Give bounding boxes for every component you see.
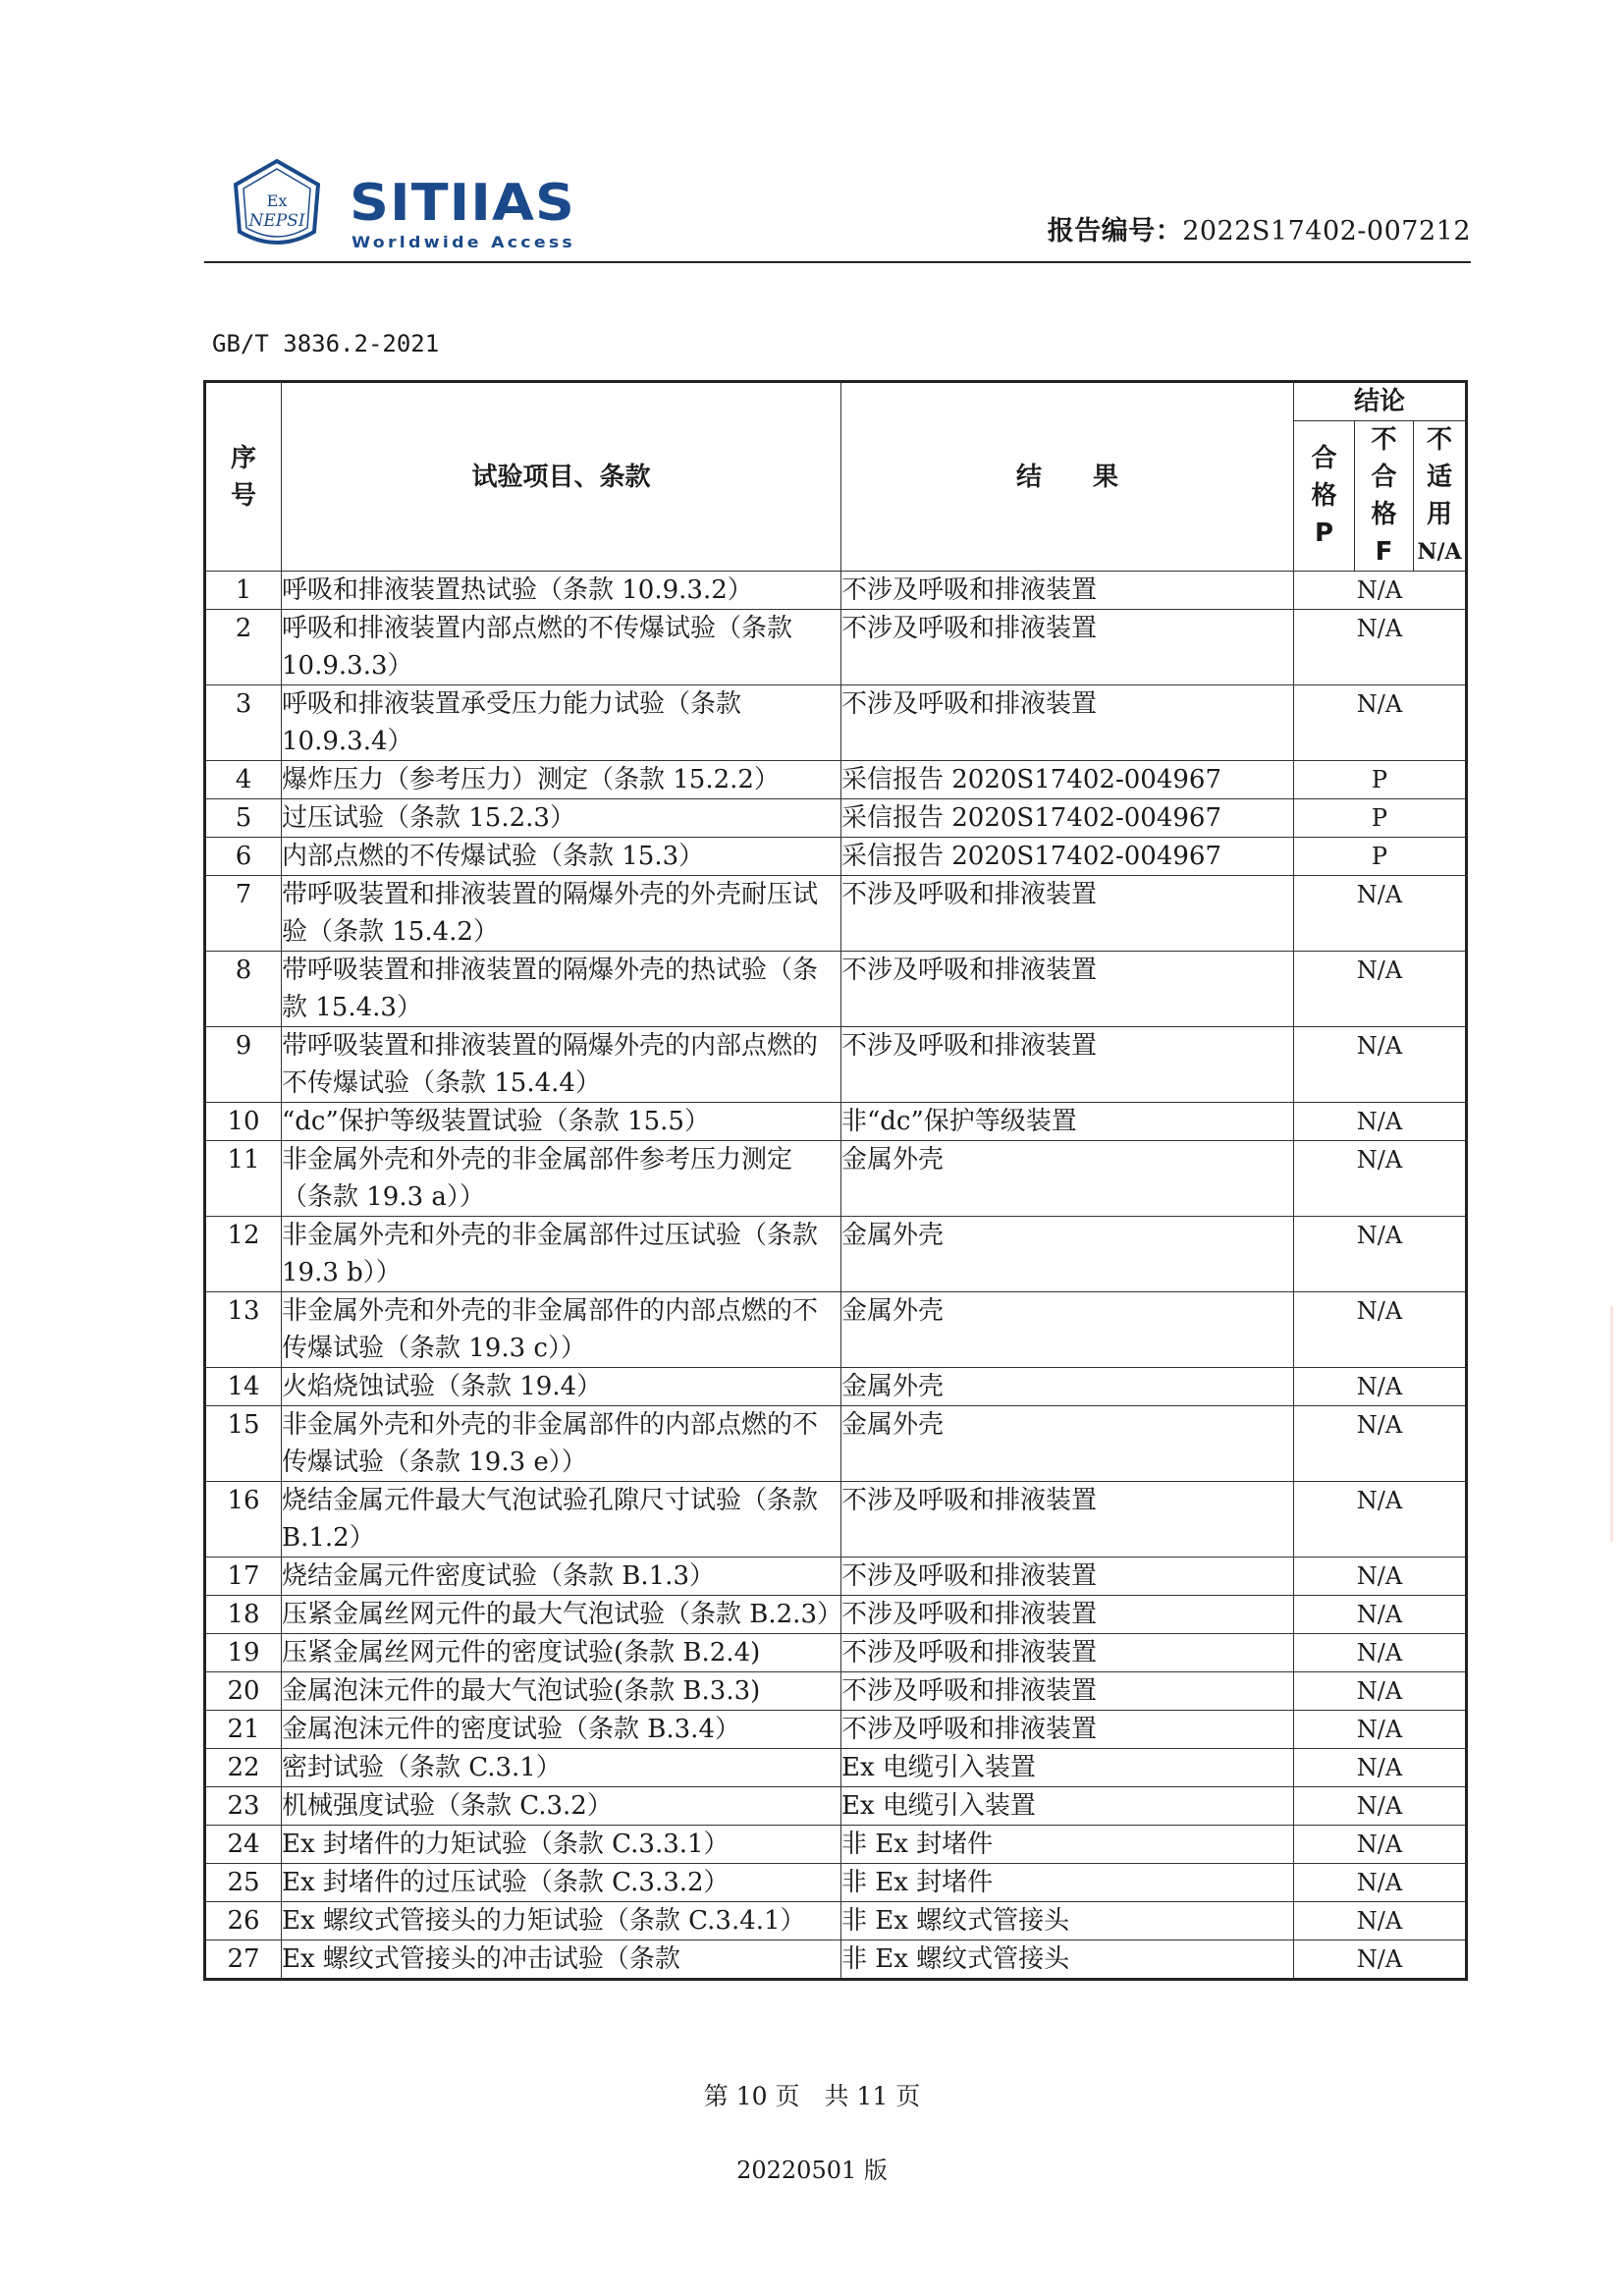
row-test-item: 非金属外壳和外壳的非金属部件参考压力测定（条款 19.3 a）） — [282, 1141, 841, 1217]
table-row — [205, 1141, 1467, 1217]
row-test-item: 机械强度试验（条款 C.3.2） — [282, 1787, 841, 1826]
table-row — [205, 1826, 1467, 1864]
row-number: 23 — [205, 1787, 282, 1826]
table-row — [205, 1292, 1467, 1368]
table-row — [205, 1482, 1467, 1558]
row-number: 16 — [205, 1482, 282, 1558]
logo-tagline-text: Worldwide Access — [352, 233, 575, 251]
row-number: 2 — [205, 610, 282, 685]
row-result: 不涉及呼吸和排液装置 — [841, 1482, 1294, 1558]
row-result: 金属外壳 — [841, 1141, 1294, 1217]
table-row — [205, 1406, 1467, 1482]
table-row — [205, 952, 1467, 1027]
table-row — [205, 1596, 1467, 1634]
row-conclusion: N/A — [1294, 1482, 1467, 1558]
row-result: 采信报告 2020S17402-004967 — [841, 799, 1294, 838]
row-test-item: 非金属外壳和外壳的非金属部件过压试验（条款 19.3 b）） — [282, 1217, 841, 1292]
row-number: 5 — [205, 799, 282, 838]
logo-ex-text: Ex — [266, 191, 288, 210]
row-test-item: 非金属外壳和外壳的非金属部件的内部点燃的不传爆试验（条款 19.3 e）） — [282, 1406, 841, 1482]
row-conclusion: N/A — [1294, 1217, 1467, 1292]
report-number-label: 报告编号： — [1047, 216, 1183, 246]
row-test-item: 金属泡沫元件的密度试验（条款 B.3.4） — [282, 1711, 841, 1749]
row-number: 17 — [205, 1558, 282, 1596]
row-conclusion: N/A — [1294, 1902, 1467, 1941]
row-test-item: “dc”保护等级装置试验（条款 15.5） — [282, 1103, 841, 1141]
standard-code: GB/T 3836.2-2021 — [212, 330, 440, 357]
row-result: 不涉及呼吸和排液装置 — [841, 1027, 1294, 1103]
table-row — [205, 838, 1467, 876]
row-conclusion: N/A — [1294, 1826, 1467, 1864]
row-test-item: 带呼吸装置和排液装置的隔爆外壳的外壳耐压试验（条款 15.4.2） — [282, 876, 841, 952]
row-result: 不涉及呼吸和排液装置 — [841, 1558, 1294, 1596]
row-number: 1 — [205, 572, 282, 610]
row-conclusion: N/A — [1294, 1749, 1467, 1787]
row-number: 25 — [205, 1864, 282, 1902]
row-result: 不涉及呼吸和排液装置 — [841, 1672, 1294, 1711]
header-fail: 不合格F — [1355, 421, 1414, 572]
row-number: 15 — [205, 1406, 282, 1482]
row-number: 9 — [205, 1027, 282, 1103]
row-result: 非 Ex 封堵件 — [841, 1826, 1294, 1864]
row-result: 非“dc”保护等级装置 — [841, 1103, 1294, 1141]
row-conclusion: N/A — [1294, 1368, 1467, 1406]
logo-nepsi-text: NEPSI — [248, 211, 305, 231]
row-conclusion: N/A — [1294, 1634, 1467, 1672]
row-number: 3 — [205, 685, 282, 761]
row-conclusion: N/A — [1294, 610, 1467, 685]
row-number: 12 — [205, 1217, 282, 1292]
table-row — [205, 610, 1467, 685]
row-conclusion: N/A — [1294, 1406, 1467, 1482]
row-test-item: 爆炸压力（参考压力）测定（条款 15.2.2） — [282, 761, 841, 799]
row-conclusion: N/A — [1294, 1141, 1467, 1217]
row-number: 10 — [205, 1103, 282, 1141]
table-row — [205, 1217, 1467, 1292]
row-test-item: Ex 封堵件的过压试验（条款 C.3.3.2） — [282, 1864, 841, 1902]
row-conclusion: N/A — [1294, 1711, 1467, 1749]
version-label: 20220501 版 — [736, 2157, 888, 2184]
row-test-item: 呼吸和排液装置承受压力能力试验（条款 10.9.3.4） — [282, 685, 841, 761]
table-row — [205, 876, 1467, 952]
row-test-item: 密封试验（条款 C.3.1） — [282, 1749, 841, 1787]
row-result: 非 Ex 螺纹式管接头 — [841, 1941, 1294, 1980]
row-number: 7 — [205, 876, 282, 952]
row-conclusion: N/A — [1294, 1103, 1467, 1141]
table-row — [205, 761, 1467, 799]
row-conclusion: P — [1294, 838, 1467, 876]
header-conclusion: 结论 — [1294, 382, 1467, 421]
row-number: 19 — [205, 1634, 282, 1672]
row-conclusion: N/A — [1294, 1672, 1467, 1711]
row-test-item: 金属泡沫元件的最大气泡试验(条款 B.3.3) — [282, 1672, 841, 1711]
row-result: Ex 电缆引入装置 — [841, 1787, 1294, 1826]
table-row — [205, 1103, 1467, 1141]
row-test-item: 非金属外壳和外壳的非金属部件的内部点燃的不传爆试验（条款 19.3 c）） — [282, 1292, 841, 1368]
row-number: 11 — [205, 1141, 282, 1217]
row-conclusion: N/A — [1294, 876, 1467, 952]
row-conclusion: N/A — [1294, 1558, 1467, 1596]
row-test-item: 内部点燃的不传爆试验（条款 15.3） — [282, 838, 841, 876]
row-test-item: Ex 螺纹式管接头的力矩试验（条款 C.3.4.1） — [282, 1902, 841, 1941]
row-result: 非 Ex 螺纹式管接头 — [841, 1902, 1294, 1941]
row-test-item: 压紧金属丝网元件的密度试验(条款 B.2.4) — [282, 1634, 841, 1672]
row-test-item: 呼吸和排液装置热试验（条款 10.9.3.2） — [282, 572, 841, 610]
row-result: 不涉及呼吸和排液装置 — [841, 610, 1294, 685]
row-result: 金属外壳 — [841, 1292, 1294, 1368]
page-indicator: 第 10 页 共 11 页 — [703, 2082, 921, 2110]
table-row — [205, 1672, 1467, 1711]
table-row — [205, 572, 1467, 610]
table-row — [205, 1787, 1467, 1826]
table-row — [205, 1902, 1467, 1941]
header-not-applicable: 不适用 N/A — [1414, 421, 1467, 572]
row-number: 6 — [205, 838, 282, 876]
row-result: Ex 电缆引入装置 — [841, 1749, 1294, 1787]
report-number-value: 2022S17402-007212 — [1182, 216, 1471, 246]
report-number — [1048, 209, 1471, 247]
row-conclusion: N/A — [1294, 572, 1467, 610]
row-number: 13 — [205, 1292, 282, 1368]
row-conclusion: N/A — [1294, 685, 1467, 761]
row-conclusion: P — [1294, 799, 1467, 838]
table-row — [205, 1941, 1467, 1980]
header-divider — [204, 261, 1471, 263]
row-result: 不涉及呼吸和排液装置 — [841, 876, 1294, 952]
row-result: 采信报告 2020S17402-004967 — [841, 761, 1294, 799]
table-row — [205, 1027, 1467, 1103]
row-test-item: 呼吸和排液装置内部点燃的不传爆试验（条款 10.9.3.3） — [282, 610, 841, 685]
company-logo — [224, 155, 597, 253]
row-result: 不涉及呼吸和排液装置 — [841, 1634, 1294, 1672]
row-conclusion: N/A — [1294, 1864, 1467, 1902]
logo-brand-text: SITIIAS — [350, 174, 575, 233]
row-conclusion: N/A — [1294, 1787, 1467, 1826]
row-result: 非 Ex 封堵件 — [841, 1864, 1294, 1902]
table-row — [205, 1749, 1467, 1787]
table-row — [205, 685, 1467, 761]
row-test-item: 烧结金属元件密度试验（条款 B.1.3） — [282, 1558, 841, 1596]
row-conclusion: N/A — [1294, 1596, 1467, 1634]
row-result: 金属外壳 — [841, 1406, 1294, 1482]
row-result: 金属外壳 — [841, 1217, 1294, 1292]
row-test-item: 压紧金属丝网元件的最大气泡试验（条款 B.2.3） — [282, 1596, 841, 1634]
table-row — [205, 1368, 1467, 1406]
row-test-item: 带呼吸装置和排液装置的隔爆外壳的热试验（条款 15.4.3） — [282, 952, 841, 1027]
row-test-item: 带呼吸装置和排液装置的隔爆外壳的内部点燃的不传爆试验（条款 15.4.4） — [282, 1027, 841, 1103]
row-test-item: 火焰烧蚀试验（条款 19.4） — [282, 1368, 841, 1406]
row-result: 不涉及呼吸和排液装置 — [841, 685, 1294, 761]
row-conclusion: P — [1294, 761, 1467, 799]
row-conclusion: N/A — [1294, 1941, 1467, 1980]
row-conclusion: N/A — [1294, 1292, 1467, 1368]
test-results-table — [203, 380, 1468, 1981]
row-number: 20 — [205, 1672, 282, 1711]
table-row — [205, 1634, 1467, 1672]
row-number: 27 — [205, 1941, 282, 1980]
row-result: 不涉及呼吸和排液装置 — [841, 952, 1294, 1027]
row-result: 不涉及呼吸和排液装置 — [841, 1711, 1294, 1749]
table-row — [205, 1864, 1467, 1902]
row-number: 4 — [205, 761, 282, 799]
row-result: 采信报告 2020S17402-004967 — [841, 838, 1294, 876]
header-no: 序号 — [205, 382, 282, 572]
row-number: 24 — [205, 1826, 282, 1864]
table-row — [205, 799, 1467, 838]
row-test-item: 烧结金属元件最大气泡试验孔隙尺寸试验（条款 B.1.2） — [282, 1482, 841, 1558]
row-number: 26 — [205, 1902, 282, 1941]
row-result: 金属外壳 — [841, 1368, 1294, 1406]
row-number: 14 — [205, 1368, 282, 1406]
row-conclusion: N/A — [1294, 1027, 1467, 1103]
header-result: 结 果 — [841, 382, 1294, 572]
row-test-item: Ex 封堵件的力矩试验（条款 C.3.3.1） — [282, 1826, 841, 1864]
row-number: 22 — [205, 1749, 282, 1787]
row-number: 18 — [205, 1596, 282, 1634]
seal-edge-mark — [1608, 1306, 1616, 1542]
row-number: 8 — [205, 952, 282, 1027]
table-row — [205, 1558, 1467, 1596]
header-item: 试验项目、条款 — [282, 382, 841, 572]
row-conclusion: N/A — [1294, 952, 1467, 1027]
row-result: 不涉及呼吸和排液装置 — [841, 572, 1294, 610]
table-row — [205, 1711, 1467, 1749]
row-test-item: 过压试验（条款 15.2.3） — [282, 799, 841, 838]
row-result: 不涉及呼吸和排液装置 — [841, 1596, 1294, 1634]
header-pass: 合格P — [1294, 421, 1355, 572]
row-number: 21 — [205, 1711, 282, 1749]
row-test-item: Ex 螺纹式管接头的冲击试验（条款 — [282, 1941, 841, 1980]
